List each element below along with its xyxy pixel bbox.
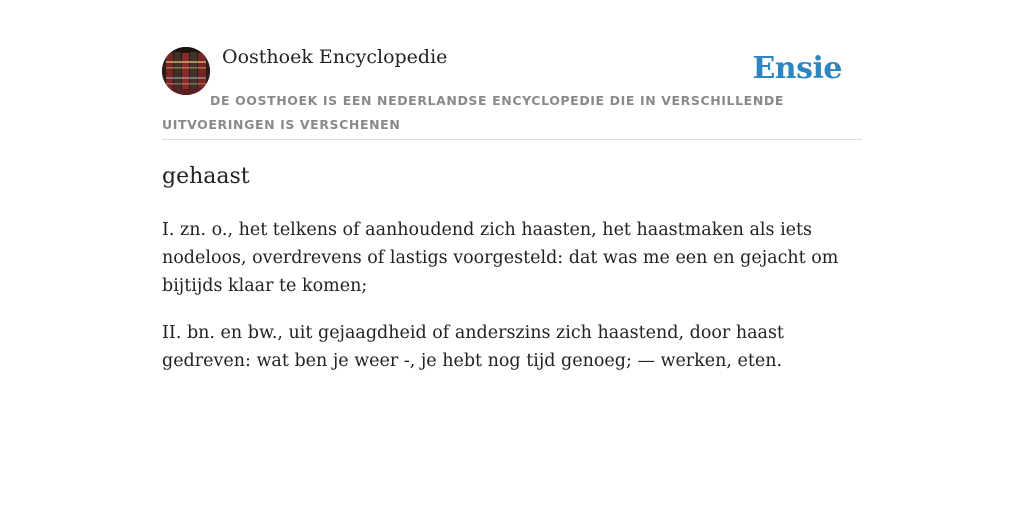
encyclopedia-books-icon [162, 47, 210, 95]
source-avatar[interactable] [162, 47, 210, 95]
header-divider [162, 139, 862, 140]
definition-1: I. zn. o., het telkens of aanhoudend zich haasten, het haastmaken als iets nodeloos, overdrevens of lastigs voorgesteld: dat was me een en gejacht om bijtijds klaar te komen; [162, 220, 839, 296]
brand-logo[interactable]: Ensie [752, 51, 842, 86]
article-term: gehaast [162, 164, 250, 189]
definition-2: II. bn. en bw., uit gejaagdheid of anderszins zich haastend, door haast gedreven: wat ben je weer -, je hebt nog tijd genoeg; — werken, eten. [162, 323, 784, 371]
source-title[interactable]: Oosthoek Encyclopedie [222, 46, 448, 68]
source-tagline: DE OOSTHOEK IS EEN NEDERLANDSE ENCYCLOPEDIE DIE IN VERSCHILLENDE UITVOERINGEN IS VERSCHENEN [162, 93, 784, 132]
